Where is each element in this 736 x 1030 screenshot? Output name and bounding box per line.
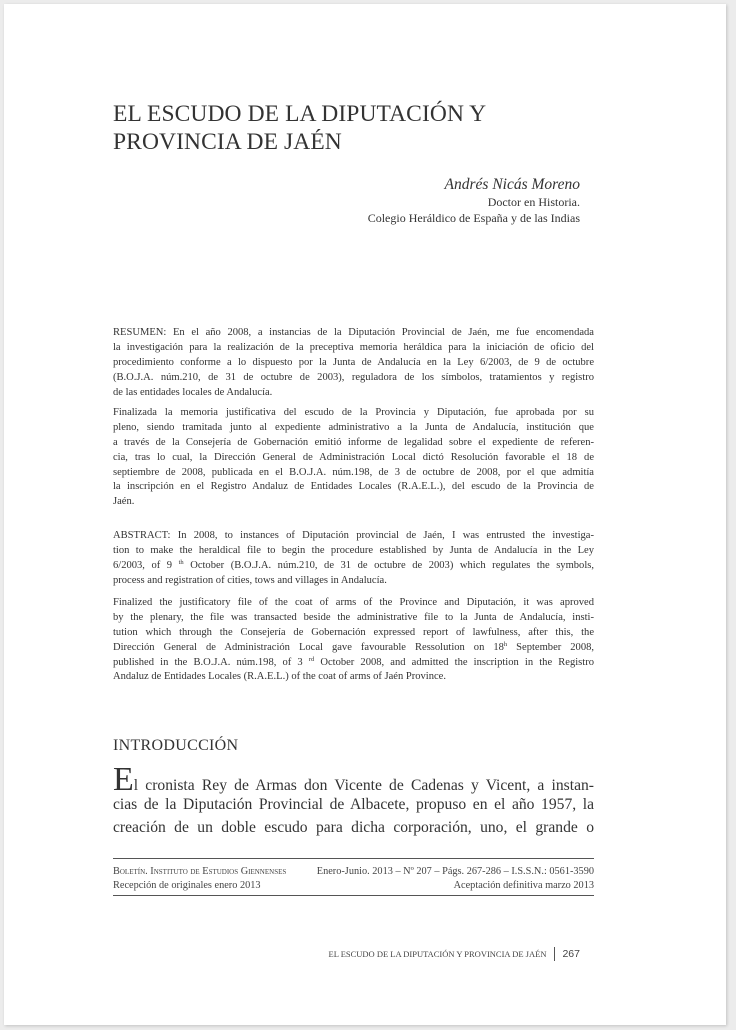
footer-bottom-rule — [113, 895, 594, 896]
resumen-paragraph-1 — [113, 326, 594, 400]
resumen-paragraph-2 — [113, 406, 594, 510]
text-line: cias de la Diputación Provincial de Albacete, propuso en el año 1957, la — [113, 796, 594, 813]
text-line: tion to make the heraldical file to begin the procedure established by Junta de Andalucía in the Ley — [113, 544, 594, 556]
text-line: by the plenary, the file was transacted beside the administrative file to la Junta de Andalucía, insti- — [113, 611, 594, 623]
text-fragment: published in the B.O.J.A. núm.198, of 3 — [113, 656, 309, 668]
text-line — [113, 656, 594, 671]
author-affiliation: Colegio Heráldico de España y de las Indias — [367, 211, 580, 225]
text-line: Jaén. — [113, 496, 135, 508]
running-head — [329, 947, 581, 961]
text-line — [113, 559, 594, 574]
text-line: process and registration of cities, tows and villages in Andalucía. — [113, 574, 387, 586]
text-line: de las entidades locales de Andalucía. — [113, 386, 273, 398]
author-block — [368, 175, 580, 226]
text-line: (B.O.J.A. núm.210, de 31 de octubre de 2003), reguladora de los símbolos, tratamientos y registro — [113, 371, 594, 383]
text-line: la inscripción en el Registro Andaluz de Entidades Locales (R.A.E.L.), del escudo de la Provincia de — [113, 481, 594, 493]
author-degree: Doctor en Historia. — [487, 195, 580, 209]
text-line — [113, 761, 594, 798]
text-line: Finalizada la memoria justificativa del escudo de la Provincia y Diputación, fue aprobada por su — [113, 407, 594, 418]
text-line: la investigación para la realización de la preceptiva memoria heráldica para la iniciación de oficio del — [113, 341, 594, 353]
drop-cap: E — [113, 761, 134, 798]
ordinal-superscript: rd — [308, 655, 315, 663]
title-line: EL ESCUDO DE LA DIPUTACIÓN Y — [113, 101, 487, 127]
abstract-paragraph-1 — [113, 529, 594, 589]
footer-top-rule — [113, 858, 594, 859]
introduction-paragraph — [113, 761, 594, 839]
received-date: Recepción de originales enero 2013 — [113, 880, 261, 891]
text-fragment: October 2008, and admitted the inscription in the Registro — [320, 656, 594, 668]
text-line: septiembre de 2008, publicada en el B.O.J.A. núm.198, de 3 de octubre de 2008, por el que admitía — [113, 466, 594, 478]
footer-row — [113, 879, 594, 893]
text-line: Andaluz de Entidades Locales (R.A.E.L.) of the coat of arms of Jaén Province. — [113, 671, 446, 683]
text-line: a través de la Consejería de Gobernación emitió informe de legalidad sobre el expediente de referen- — [113, 436, 594, 448]
text-line: ABSTRACT: In 2008, to instances of Diputación provincial de Jaén, I was entrusted the investiga- — [113, 530, 594, 541]
text-line: RESUMEN: En el año 2008, a instancias de la Diputación Provincial de Jaén, me fue encomendada — [113, 327, 594, 338]
text-fragment: September 2008, — [507, 641, 594, 653]
text-line: pleno, siendo tramitada junto al expediente administrativo a la Junta de Andalucía, institución que — [113, 421, 594, 433]
text-fragment: Dirección General de Administración Local gave favourable Ressolution on 18 — [113, 641, 504, 653]
text-line — [113, 641, 594, 656]
text-fragment: 6/2003, of 9 — [113, 559, 179, 571]
abstract-paragraph-2 — [113, 596, 594, 685]
accepted-date: Aceptación definitiva marzo 2013 — [453, 880, 594, 891]
text-line: tution which through the Consejería de Gobernación expressed report of lawfulness, after this, the — [113, 626, 594, 638]
text-fragment: l cronista Rey de Armas don Vicente de Cadenas y Vicent, a instan- — [133, 777, 594, 794]
page-number: 267 — [562, 948, 580, 960]
text-line: creación de un doble escudo para dicha corporación, uno, el grande o — [113, 819, 594, 836]
section-heading-introduccion: INTRODUCCIÓN — [113, 737, 239, 754]
article-title — [113, 100, 486, 156]
text-line: procedimiento conforme a lo dispuesto por la Junta de Andalucía en la Ley 6/2003, de 9 de octubre — [113, 356, 594, 368]
text-fragment: October (B.O.J.A. núm.210, de 31 de octubre de 2003) which regulates the symbols, — [190, 559, 595, 571]
journal-name: Boletín. Instituto de Estudios Giennenses — [113, 866, 287, 877]
text-line: Finalized the justificatory file of the coat of arms of the Province and Diputación, it was aproved — [113, 597, 594, 608]
ordinal-superscript: h — [503, 640, 508, 648]
text-line: cia, tras lo cual, la Dirección General de Administración Local dictó Resolución favorable el 18 de — [113, 451, 594, 463]
author-name: Andrés Nicás Moreno — [444, 176, 580, 193]
issue-info: Enero-Junio. 2013 – Nº 207 – Págs. 267-286 – I.S.S.N.: 0561-3590 — [316, 866, 594, 877]
running-head-title: EL ESCUDO DE LA DIPUTACIÓN Y PROVINCIA DE JAÉN — [328, 949, 547, 959]
page-sheet — [4, 4, 726, 1025]
footer-row — [113, 865, 594, 879]
running-head-separator — [554, 947, 555, 961]
title-line: PROVINCIA DE JAÉN — [113, 129, 342, 155]
ordinal-superscript: th — [178, 558, 184, 566]
publication-footer — [113, 865, 594, 893]
